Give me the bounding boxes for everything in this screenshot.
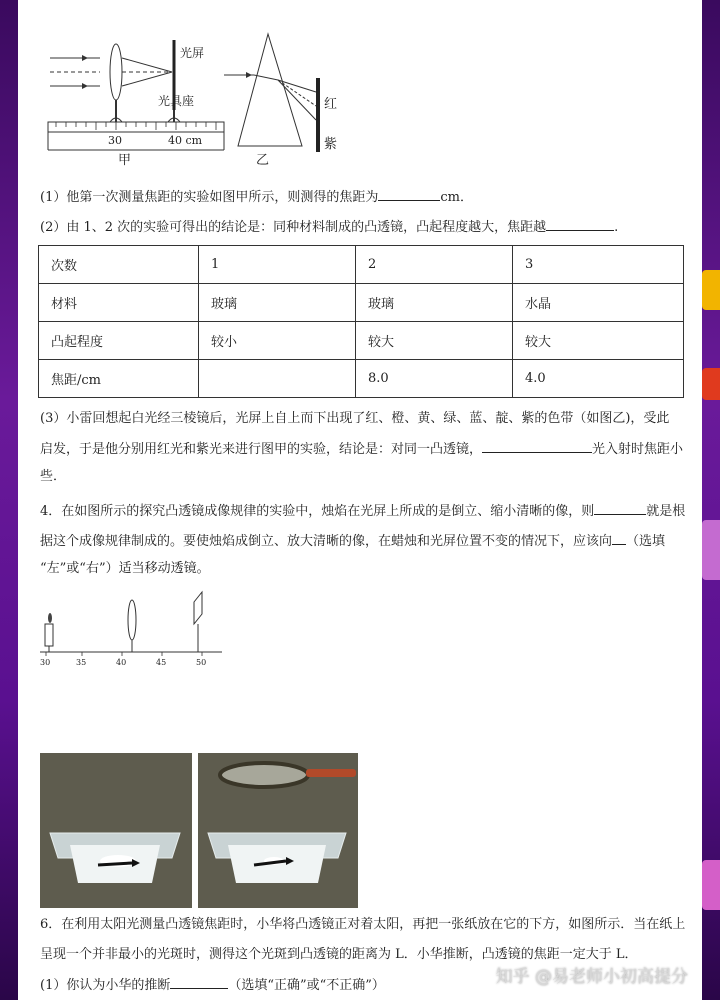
- label-bench: 光具座: [158, 94, 195, 108]
- q3-part1: [40, 188, 473, 207]
- tick-label: 30: [40, 658, 51, 667]
- side-decoration: [702, 270, 720, 310]
- tick-label: 45: [156, 658, 167, 667]
- table-cell: 1: [199, 246, 356, 284]
- table-cell: 较大: [513, 322, 684, 360]
- tick-label-30: 30: [108, 134, 122, 147]
- watermark: 知乎 @易老师小初高提分: [495, 967, 688, 987]
- q4-line2: [40, 532, 665, 551]
- q3-part3-text: 启发，于是他分别用红光和紫光来进行图甲的实验，结论是：对同一凸透镜，: [40, 442, 483, 457]
- q6-line3: [40, 976, 385, 995]
- photo-paper-stand: [40, 753, 192, 908]
- tick-label-40: 40 cm: [168, 134, 203, 147]
- side-decoration: [702, 520, 720, 580]
- q4-text-end: 就是根: [646, 504, 686, 519]
- tick-label: 35: [76, 658, 87, 667]
- table-cell: 玻璃: [356, 284, 513, 322]
- q3-part3-line3: 些．: [40, 469, 67, 484]
- data-table: [38, 245, 684, 398]
- answer-blank: [482, 440, 592, 453]
- table-cell: 玻璃: [199, 284, 356, 322]
- q6-line1: 6．在利用太阳光测量凸透镜焦距时，小华将凸透镜正对着太阳，再把一张纸放在它的下方，如图所示．当在纸上: [40, 917, 686, 932]
- table-cell: 次数: [39, 246, 199, 284]
- document-page: [18, 0, 702, 1000]
- figure-caption-jia: 甲: [118, 153, 132, 168]
- q3-part2: [40, 218, 618, 237]
- q3-part3-text-end: 光入射时焦距小: [592, 442, 684, 457]
- answer-blank: [594, 502, 646, 515]
- q6-text-end: （选填“正确”或“不正确”）: [228, 978, 385, 993]
- table-cell: 焦距/cm: [39, 360, 199, 398]
- label-purple: 紫: [324, 137, 338, 152]
- q4-line3: “左”或“右”）适当移动透镜。: [40, 561, 210, 576]
- table-row: [39, 284, 684, 322]
- photo-magnifier: [198, 753, 358, 908]
- table-cell: 8.0: [356, 360, 513, 398]
- q3-part3-line2: [40, 440, 683, 459]
- q4-text-end: （选填: [626, 534, 666, 549]
- table-row: [39, 322, 684, 360]
- label-red: 红: [324, 97, 338, 112]
- answer-blank: [546, 218, 614, 231]
- side-decoration: [702, 368, 720, 400]
- q3-part2-end: .: [614, 220, 619, 235]
- label-screen: 光屏: [180, 46, 205, 60]
- table-cell: 4.0: [513, 360, 684, 398]
- table-cell: 水晶: [513, 284, 684, 322]
- q3-part1-text: (1）他第一次测量焦距的实验如图甲所示，则测得的焦距为: [40, 190, 379, 205]
- q6-text: (1）你认为小华的推断: [40, 978, 171, 993]
- table-cell: 凸起程度: [39, 322, 199, 360]
- q4-text: 据这个成像规律制成的。要使烛焰成倒立、放大清晰的像，在蜡烛和光屏位置不变的情况下，应该向: [40, 534, 613, 549]
- tick-label: 40: [116, 658, 127, 667]
- table-cell: 2: [356, 246, 513, 284]
- table-cell: 较小: [199, 322, 356, 360]
- q3-part1-unit: cm．: [440, 190, 473, 205]
- table-cell: 较大: [356, 322, 513, 360]
- figure-caption-yi: 乙: [256, 153, 270, 168]
- q4-line1: [40, 502, 685, 521]
- q6-line2: 呈现一个并非最小的光斑时，测得这个光斑到凸透镜的距离为 L．小华推断，凸透镜的焦距一定大于 L．: [40, 947, 638, 962]
- side-decoration: [702, 860, 720, 910]
- table-row: [39, 246, 684, 284]
- q3-part3-line1: (3）小雷回想起白光经三棱镜后，光屏上自上而下出现了红、橙、黄、绿、蓝、靛、紫的色带（如图乙)，受此: [40, 411, 670, 426]
- table-cell: [199, 360, 356, 398]
- tick-label: 50: [196, 658, 207, 667]
- table-cell: 材料: [39, 284, 199, 322]
- table-row: [39, 360, 684, 398]
- figure-lens-bench: [40, 30, 240, 190]
- answer-blank: [170, 976, 228, 989]
- q4-text: 4．在如图所示的探究凸透镜成像规律的实验中，烛焰在光屏上所成的是倒立、缩小清晰的像，则: [40, 504, 595, 519]
- table-cell: 3: [513, 246, 684, 284]
- answer-blank: [612, 532, 626, 545]
- answer-blank: [378, 188, 440, 201]
- q3-part2-text: (2）由 1、2 次的实验可得出的结论是：同种材料制成的凸透镜，凸起程度越大，焦距越: [40, 220, 547, 235]
